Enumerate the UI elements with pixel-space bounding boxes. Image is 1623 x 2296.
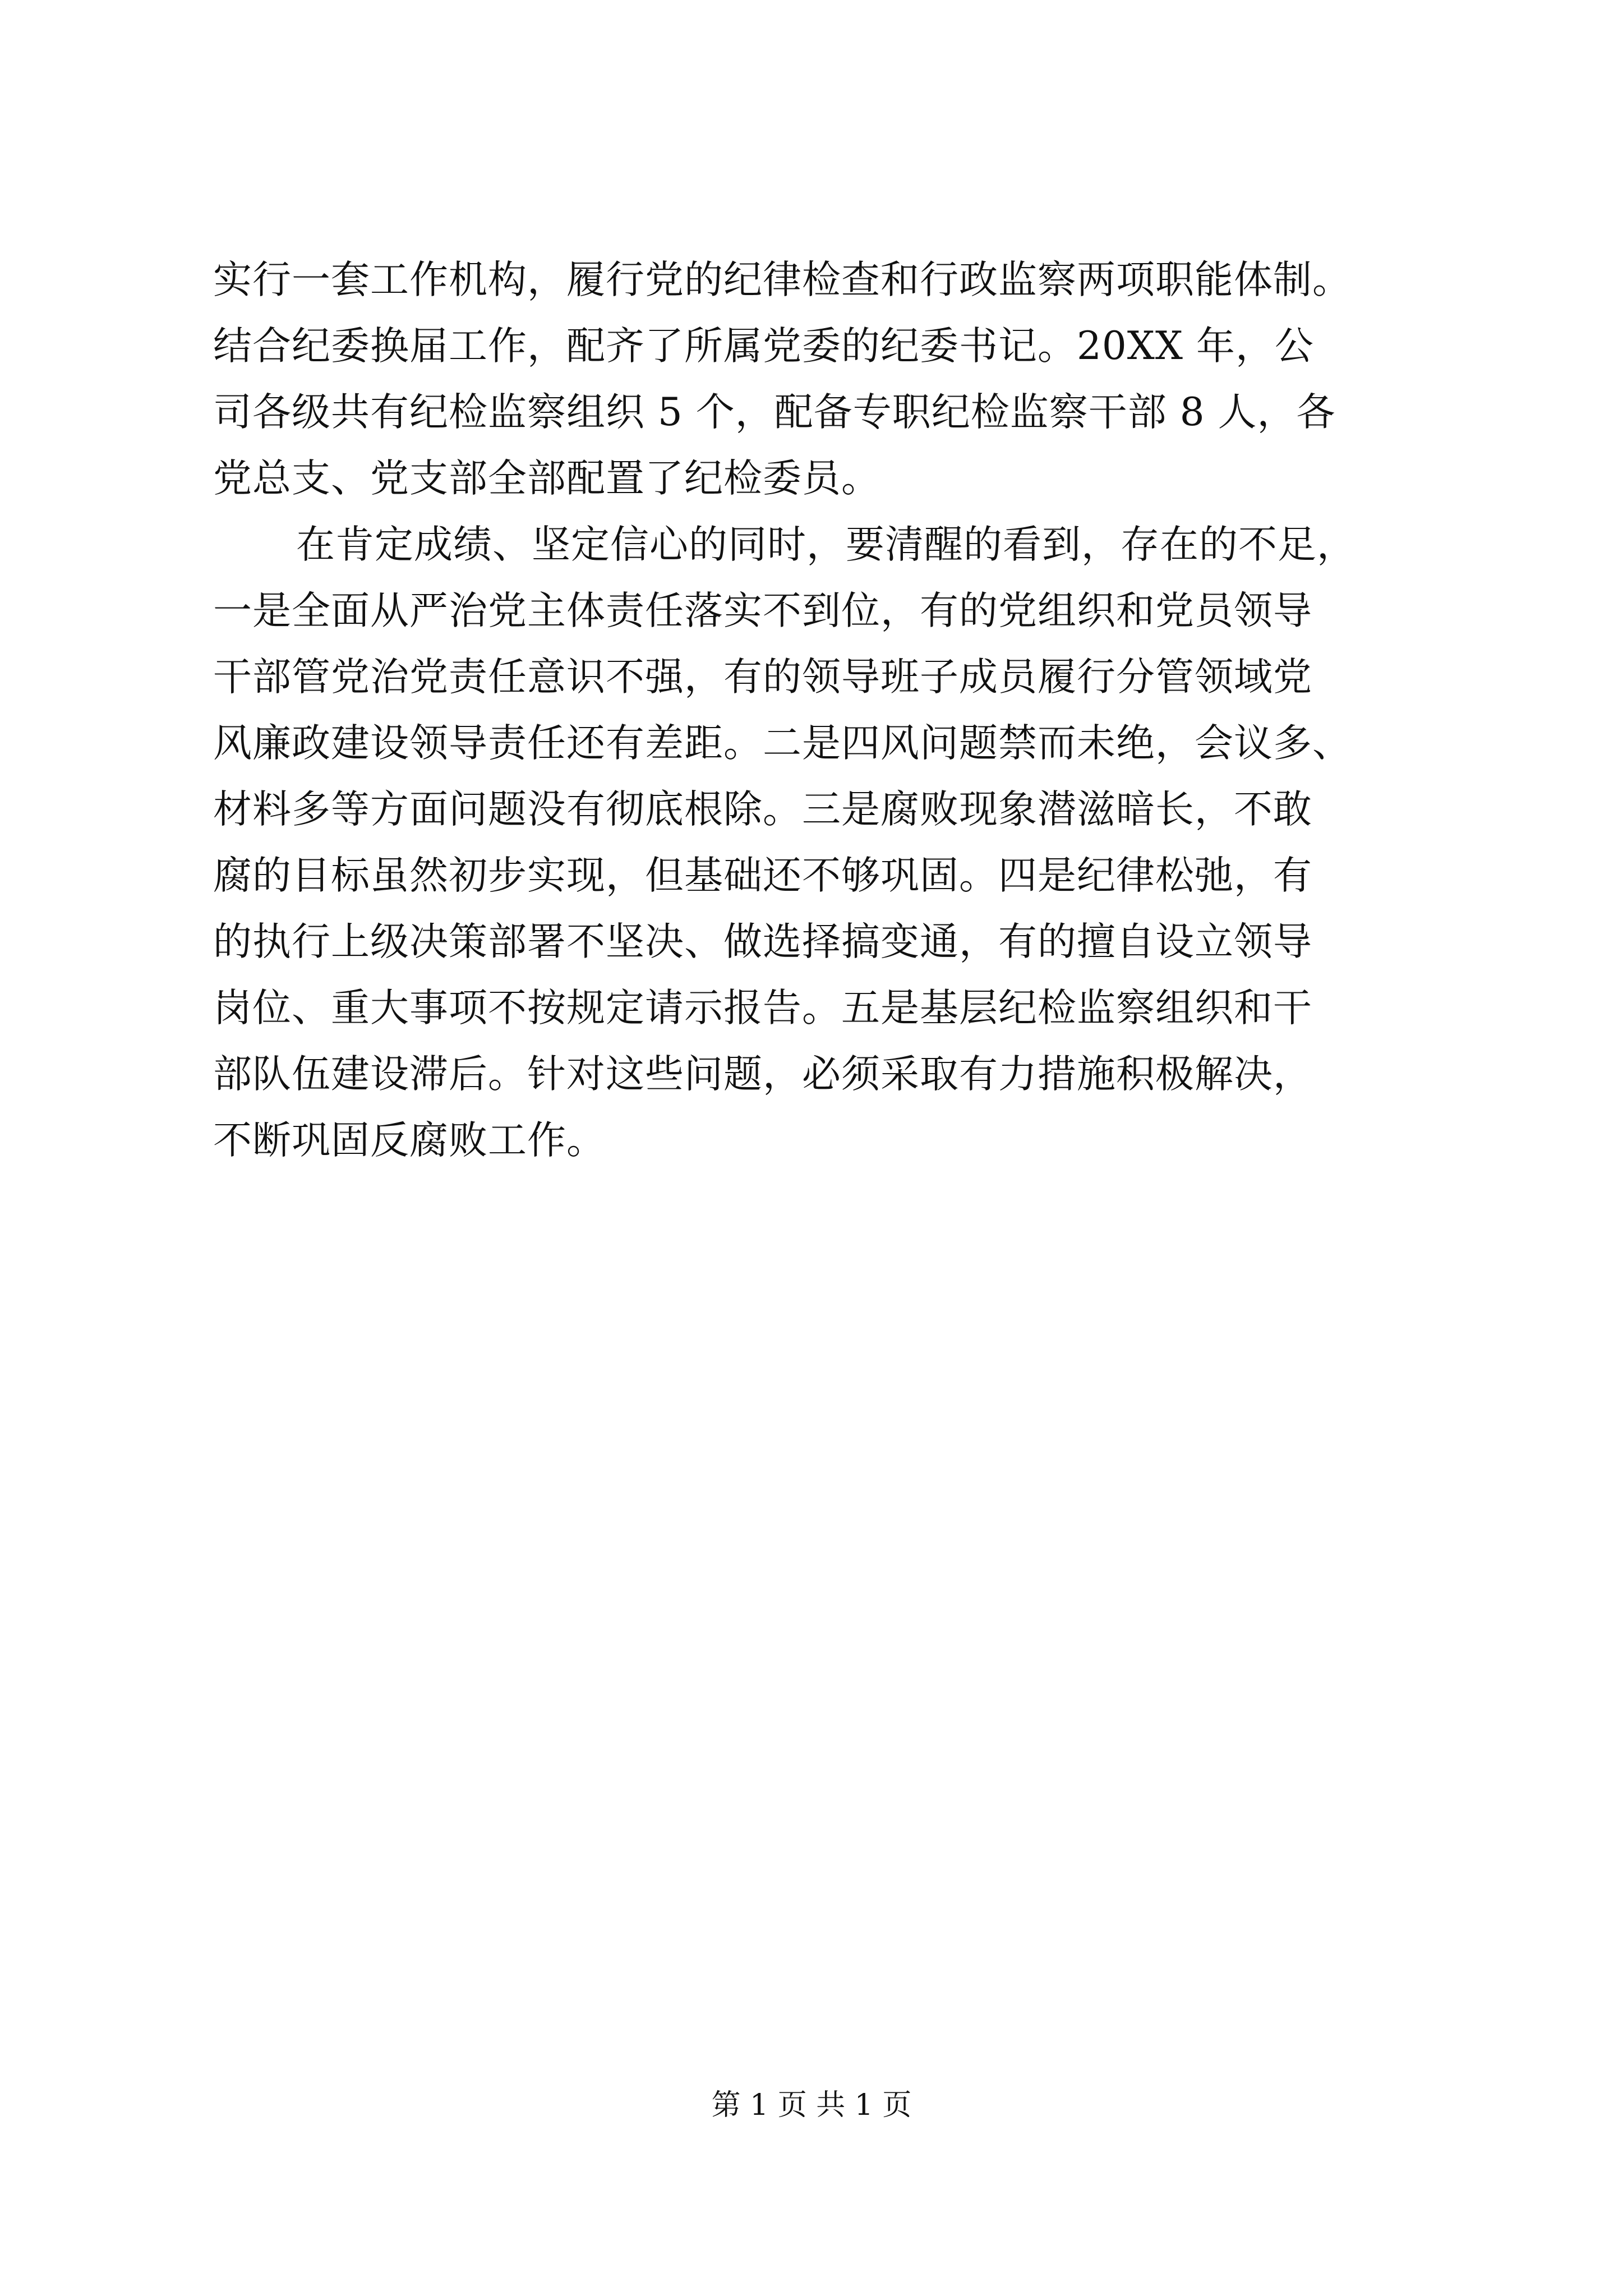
paragraph-line: 一是全面从严治党主体责任落实不到位，有的党组织和党员领导 bbox=[213, 588, 1312, 633]
paragraph-line: 实行一套工作机构，履行党的纪律检查和行政监察两项职能体制。 bbox=[213, 257, 1352, 302]
paragraph-line: 的执行上级决策部署不坚决、做选择搞变通，有的擅自设立领导 bbox=[213, 919, 1312, 964]
page-number-footer: 第 1 页 共 1 页 bbox=[711, 2088, 912, 2122]
paragraph-1 bbox=[213, 247, 1436, 512]
document-body bbox=[213, 247, 1436, 1174]
paragraph-line: 腐的目标虽然初步实现，但基础还不够巩固。四是纪律松弛，有 bbox=[213, 853, 1312, 898]
paragraph-line: 干部管党治党责任意识不强，有的领导班子成员履行分管领域党 bbox=[213, 655, 1312, 700]
paragraph-line: 岗位、重大事项不按规定请示报告。五是基层纪检监察组织和干 bbox=[213, 986, 1312, 1030]
paragraph-line-first: 在肯定成绩、坚定信心的同时，要清醒的看到，存在的不足， bbox=[296, 522, 1356, 567]
paragraph-line: 风廉政建设领导责任还有差距。二是四风问题禁而未绝，会议多、 bbox=[213, 721, 1352, 766]
paragraph-line: 部队伍建设滞后。针对这些问题，必须采取有力措施积极解决， bbox=[213, 1052, 1312, 1097]
paragraph-line: 党总支、党支部全部配置了纪检委员。 bbox=[213, 456, 880, 501]
paragraph-line: 结合纪委换届工作，配齐了所属党委的纪委书记。20XX 年，公 bbox=[213, 324, 1314, 369]
paragraph-2 bbox=[213, 512, 1436, 1174]
paragraph-line: 司各级共有纪检监察组织 5 个，配备专职纪检监察干部 8 人，各 bbox=[213, 390, 1336, 435]
paragraph-line: 不断巩固反腐败工作。 bbox=[213, 1118, 606, 1163]
paragraph-line: 材料多等方面问题没有彻底根除。三是腐败现象潜滋暗长，不敢 bbox=[213, 787, 1312, 832]
